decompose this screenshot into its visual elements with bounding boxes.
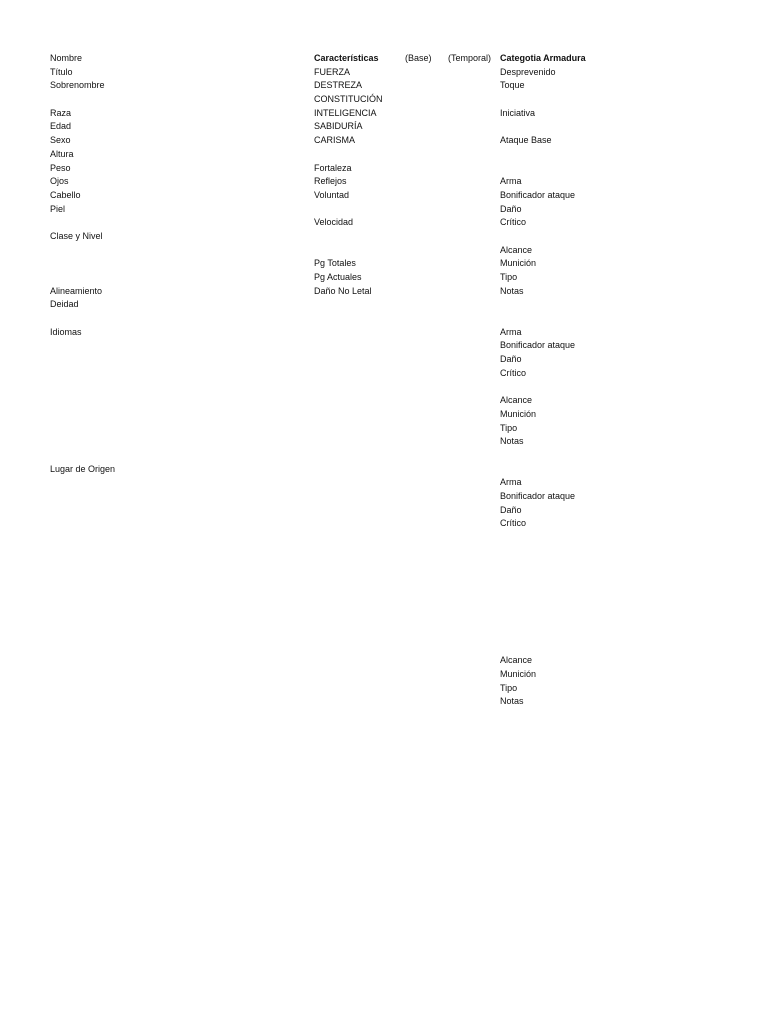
weapon-2-municion: Munición [500, 408, 537, 419]
label-toque: Toque [500, 80, 525, 91]
label-lugar-origen: Lugar de Origen [50, 463, 116, 474]
weapon-1-alcance: Alcance [500, 244, 533, 255]
weapon-2-dano: Daño [500, 354, 522, 365]
combat-column [500, 52, 700, 709]
spacer [50, 394, 290, 408]
label-pg-totales: Pg Totales [314, 258, 356, 269]
spacer [50, 244, 290, 258]
label-altura: Altura [50, 148, 74, 159]
spacer [500, 531, 700, 545]
spacer [500, 613, 700, 627]
weapon-1-tipo: Tipo [500, 272, 518, 282]
label-sexo: Sexo [50, 135, 71, 146]
spacer [500, 627, 700, 641]
spacer [50, 367, 290, 381]
weapon-1-dano: Daño [500, 203, 522, 214]
spacer [50, 422, 290, 436]
spacer [50, 435, 290, 449]
spacer [500, 463, 700, 477]
spacer [50, 216, 290, 230]
label-fuerza: FUERZA [314, 66, 350, 77]
spacer [500, 641, 700, 655]
spacer [500, 298, 700, 312]
weapon-2-arma: Arma [500, 326, 522, 337]
spacer [50, 312, 290, 326]
weapon-3-municion: Munición [500, 668, 537, 679]
spacer [50, 353, 290, 367]
label-clase-nivel: Clase y Nivel [50, 230, 103, 241]
label-inteligencia: INTELIGENCIA [314, 107, 377, 118]
label-iniciativa: Iniciativa [500, 107, 536, 118]
weapon-2-notas: Notas [500, 436, 524, 447]
weapon-3-notas: Notas [500, 696, 524, 707]
label-titulo: Título [50, 66, 73, 77]
spacer [500, 148, 700, 162]
label-piel: Piel [50, 203, 66, 214]
label-nombre: Nombre [50, 53, 83, 63]
spacer [500, 449, 700, 463]
label-cabello: Cabello [50, 189, 81, 200]
spacer [500, 93, 700, 107]
label-constitucion: CONSTITUCIÓN [314, 94, 383, 105]
spacer [500, 600, 700, 614]
spacer [50, 381, 290, 395]
weapon-1-municion: Munición [500, 258, 537, 269]
weapon-3-tipo: Tipo [500, 682, 518, 693]
label-ojos: Ojos [50, 176, 69, 187]
spacer [500, 572, 700, 586]
weapon-1-critico: Crítico [500, 217, 527, 228]
label-voluntad: Voluntad [314, 189, 350, 200]
weapon-1-notas: Notas [500, 285, 524, 296]
header-caracteristicas: Características [314, 53, 379, 63]
label-carisma: CARISMA [314, 135, 356, 146]
spacer [314, 203, 494, 217]
spacer [50, 271, 290, 285]
weapon-2-alcance: Alcance [500, 395, 533, 406]
spacer [314, 148, 494, 162]
label-destreza: DESTREZA [314, 80, 363, 91]
label-reflejos: Reflejos [314, 176, 347, 187]
label-alineamiento: Alineamiento [50, 285, 103, 296]
header-temporal: (Temporal) [448, 53, 492, 63]
weapon-1-arma: Arma [500, 176, 522, 187]
weapon-2-tipo: Tipo [500, 422, 518, 433]
header-base: (Base) [405, 53, 432, 63]
label-idiomas: Idiomas [50, 326, 82, 337]
spacer [500, 162, 700, 176]
weapon-2-critico: Crítico [500, 367, 527, 378]
weapon-3-alcance: Alcance [500, 655, 533, 666]
spacer [500, 381, 700, 395]
weapon-1-bonificador: Bonificador ataque [500, 189, 576, 200]
spacer [500, 312, 700, 326]
spacer [500, 586, 700, 600]
label-fortaleza: Fortaleza [314, 162, 352, 173]
label-edad: Edad [50, 121, 72, 132]
attributes-column [314, 52, 494, 298]
label-velocidad: Velocidad [314, 217, 354, 228]
weapon-3-critico: Crítico [500, 518, 527, 529]
spacer [500, 558, 700, 572]
spacer [50, 93, 290, 107]
spacer [500, 545, 700, 559]
attributes-header-row [314, 52, 494, 66]
spacer [314, 230, 494, 244]
spacer [500, 230, 700, 244]
spacer [50, 408, 290, 422]
label-dano-no-letal: Daño No Letal [314, 285, 372, 296]
weapon-2-bonificador: Bonificador ataque [500, 340, 576, 351]
label-sobrenombre: Sobrenombre [50, 80, 105, 91]
label-sabiduria: SABIDURÍA [314, 121, 363, 132]
spacer [500, 120, 700, 134]
personal-info-column [50, 52, 290, 476]
label-peso: Peso [50, 162, 71, 173]
weapon-3-dano: Daño [500, 504, 522, 515]
spacer [50, 339, 290, 353]
spacer [314, 244, 494, 258]
spacer [50, 449, 290, 463]
label-deidad: Deidad [50, 299, 79, 310]
weapon-3-arma: Arma [500, 477, 522, 488]
label-ataque-base: Ataque Base [500, 135, 552, 146]
header-categoria-armadura: Categotia Armadura [500, 53, 586, 63]
label-pg-actuales: Pg Actuales [314, 272, 362, 282]
label-desprevenido: Desprevenido [500, 66, 556, 77]
spacer [50, 257, 290, 271]
label-raza: Raza [50, 107, 72, 118]
weapon-3-bonificador: Bonificador ataque [500, 491, 576, 501]
